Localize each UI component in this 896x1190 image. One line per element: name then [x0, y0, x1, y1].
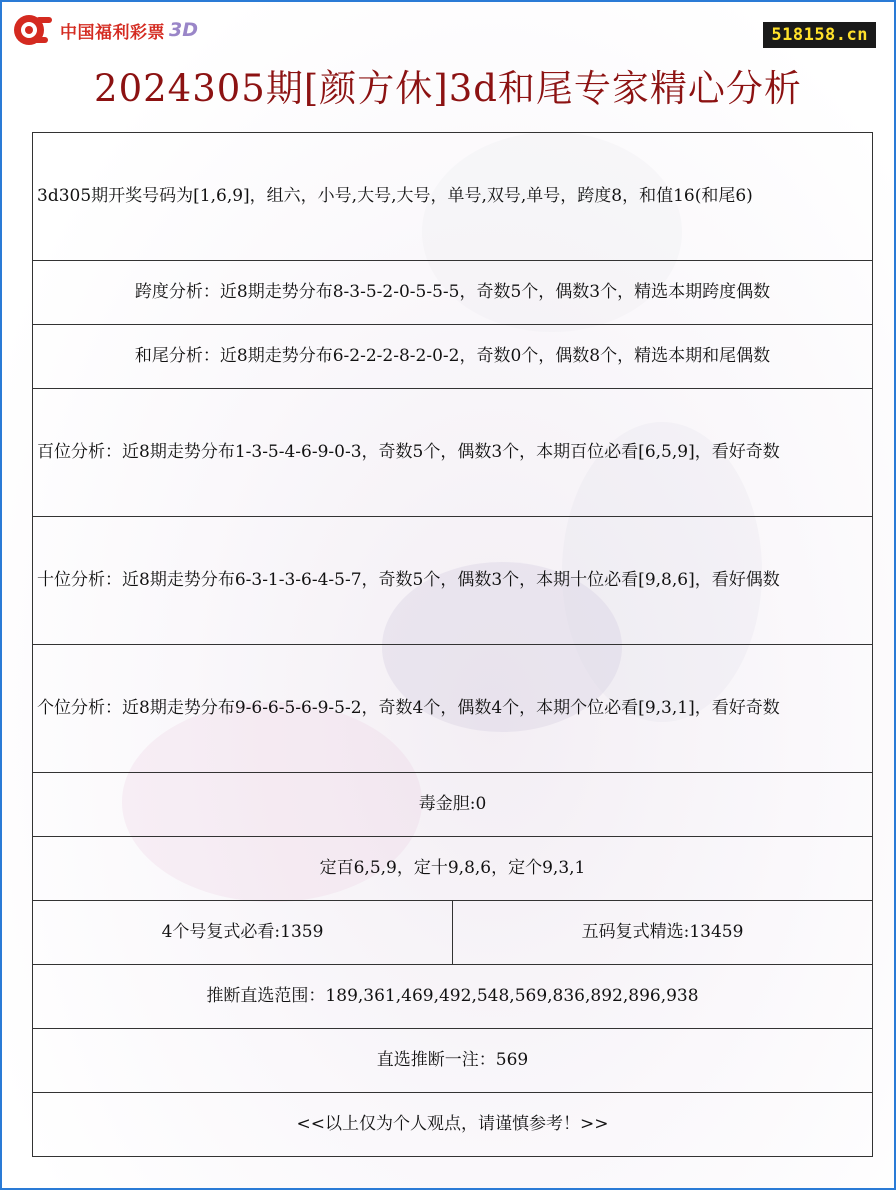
killer-number-cell: 毒金胆:0 [33, 773, 873, 837]
table-row [33, 645, 873, 773]
page-title: 2024305期[颜方休]3d和尾专家精心分析 [94, 67, 802, 110]
draw-result-cell: 3d305期开奖号码为[1,6,9]，组六，小号,大号,大号，单号,双号,单号，跨度8，和值16(和尾6) [33, 133, 873, 261]
hundreds-analysis-cell: 百位分析：近8期走势分布1-3-5-4-6-9-0-3，奇数5个，偶数3个，本期百位必看[6,5,9]，看好奇数 [33, 389, 873, 517]
table-row [33, 389, 873, 517]
table-row [33, 133, 873, 261]
logo-text: 中国福利彩票 [60, 22, 165, 43]
direct-pick-cell: 直选推断一注：569 [33, 1029, 873, 1093]
five-number-combo-cell: 五码复式精选:13459 [453, 901, 873, 965]
table-row [33, 965, 873, 1029]
direct-range-cell: 推断直选范围：189,361,469,492,548,569,836,892,896,938 [33, 965, 873, 1029]
analysis-table [32, 132, 873, 1157]
table-row [33, 901, 873, 965]
units-analysis-cell: 个位分析：近8期走势分布9-6-6-5-6-9-5-2，奇数4个，偶数4个，本期个位必看[9,3,1]，看好奇数 [33, 645, 873, 773]
table-row [33, 517, 873, 645]
table-row [33, 773, 873, 837]
table-row [33, 261, 873, 325]
logo-3d-label: 3D [169, 19, 198, 41]
four-number-combo-cell: 4个号复式必看:1359 [33, 901, 453, 965]
lottery-logo-icon [12, 11, 54, 49]
span-analysis-cell: 跨度分析：近8期走势分布8-3-5-2-0-5-5-5，奇数5个，偶数3个，精选本期跨度偶数 [33, 261, 873, 325]
disclaimer-cell: <<以上仅为个人观点，请谨慎参考！>> [33, 1093, 873, 1157]
lottery-logo [12, 10, 198, 50]
table-row [33, 325, 873, 389]
table-row [33, 1093, 873, 1157]
sum-tail-analysis-cell: 和尾分析：近8期走势分布6-2-2-2-8-2-0-2，奇数0个，偶数8个，精选本期和尾偶数 [33, 325, 873, 389]
table-row [33, 1029, 873, 1093]
position-picks-cell: 定百6,5,9，定十9,8,6，定个9,3,1 [33, 837, 873, 901]
site-badge: 518158.cn [763, 22, 876, 48]
tens-analysis-cell: 十位分析：近8期走势分布6-3-1-3-6-4-5-7，奇数5个，偶数3个，本期十位必看[9,8,6]，看好偶数 [33, 517, 873, 645]
table-row [33, 837, 873, 901]
